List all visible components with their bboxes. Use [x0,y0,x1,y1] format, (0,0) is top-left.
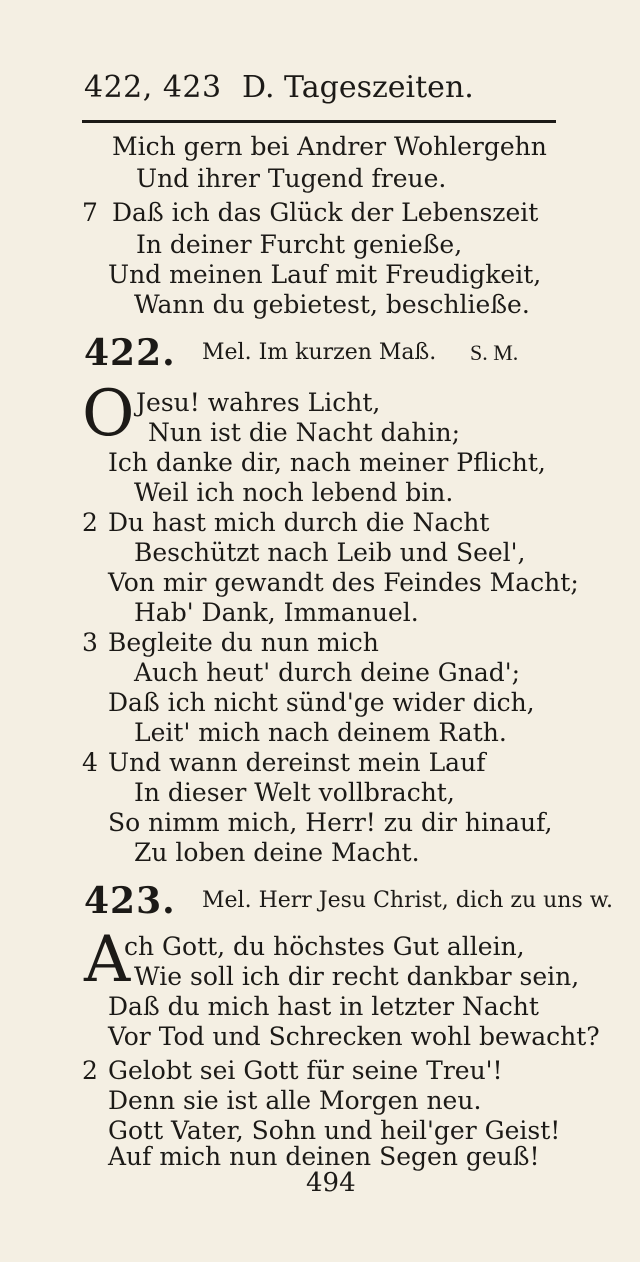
hymn-423-s1-line-4: Vor Tod und Schrecken wohl bewacht? [108,1022,600,1051]
hymn-422-s2-line-3: Von mir gewandt des Feindes Macht; [108,568,579,597]
hymn-422-s4-line-3: So nimm mich, Herr! zu dir hinauf, [108,808,553,837]
hymn-422-s2-line-4: Hab' Dank, Immanuel. [134,598,419,627]
hymn-423-dropcap: A [84,923,131,997]
hymn-422-stanza-2-number: 2 [82,508,98,537]
hymn-423-s2-line-2: Denn sie ist alle Morgen neu. [108,1086,482,1115]
stanza-7-line-1: Daß ich das Glück der Lebenszeit [112,198,539,227]
hymn-422-s3-line-3: Daß ich nicht sünd'ge wider dich, [108,688,535,717]
hymn-422-s1-line-3: Ich danke dir, nach meiner Pflicht, [108,448,546,477]
running-head-hymn-numbers: 422, 423 [84,70,222,105]
hymn-422-s4-line-2: In dieser Welt vollbracht, [134,778,455,807]
hymn-422-meter: S. M. [470,340,519,365]
hymn-422-s3-line-2: Auch heut' durch deine Gnad'; [134,658,521,687]
hymn-422-dropcap: O [82,377,135,451]
hymn-422-s3-line-4: Leit' mich nach deinem Rath. [134,718,507,747]
hymn-423-s2-line-4: Auf mich nun deinen Segen geuß! [108,1142,540,1171]
hymn-422-number: 422. [84,332,176,374]
hymn-422-s3-line-1: Begleite du nun mich [108,628,379,657]
hymn-422-s2-line-2: Beschützt nach Leib und Seel', [134,538,526,567]
hymn-422-s1-line-4: Weil ich noch lebend bin. [134,478,454,507]
hymn-422-s4-line-4: Zu loben deine Macht. [134,838,420,867]
page-number: 494 [306,1168,356,1198]
stanza-7-number: 7 [82,198,98,227]
header-rule [82,120,556,123]
hymn-423-s1-line-1: ch Gott, du höchstes Gut allein, [124,932,525,961]
continuation-line-1: Mich gern bei Andrer Wohlergehn [112,132,547,161]
hymn-422-melody: Mel. Im kurzen Maß. [202,340,437,365]
running-head-section-title: D. Tageszeiten. [242,70,474,105]
hymn-423-stanza-2-number: 2 [82,1056,98,1085]
hymn-422-s1-line-1: Jesu! wahres Licht, [136,388,381,417]
hymn-422-stanza-4-number: 4 [82,748,98,777]
hymn-423-s2-line-1: Gelobt sei Gott für seine Treu'! [108,1056,503,1085]
continuation-line-2: Und ihrer Tugend freue. [136,164,447,193]
hymn-422-s4-line-1: Und wann dereinst mein Lauf [108,748,486,777]
hymn-423-s2-line-3: Gott Vater, Sohn und heil'ger Geist! [108,1116,561,1145]
stanza-7-line-3: Und meinen Lauf mit Freudigkeit, [108,260,542,289]
hymn-422-stanza-3-number: 3 [82,628,98,657]
stanza-7-line-4: Wann du gebietest, beschließe. [134,290,530,319]
hymn-423-s1-line-2: Wie soll ich dir recht dankbar sein, [134,962,580,991]
hymn-422-s1-line-2: Nun ist die Nacht dahin; [148,418,460,447]
hymn-423-melody: Mel. Herr Jesu Christ, dich zu uns w. [202,888,613,913]
hymn-423-s1-line-3: Daß du mich hast in letzter Nacht [108,992,539,1021]
hymn-423-number: 423. [84,880,176,922]
stanza-7-line-2: In deiner Furcht genieße, [136,230,463,259]
hymn-422-s2-line-1: Du hast mich durch die Nacht [108,508,490,537]
